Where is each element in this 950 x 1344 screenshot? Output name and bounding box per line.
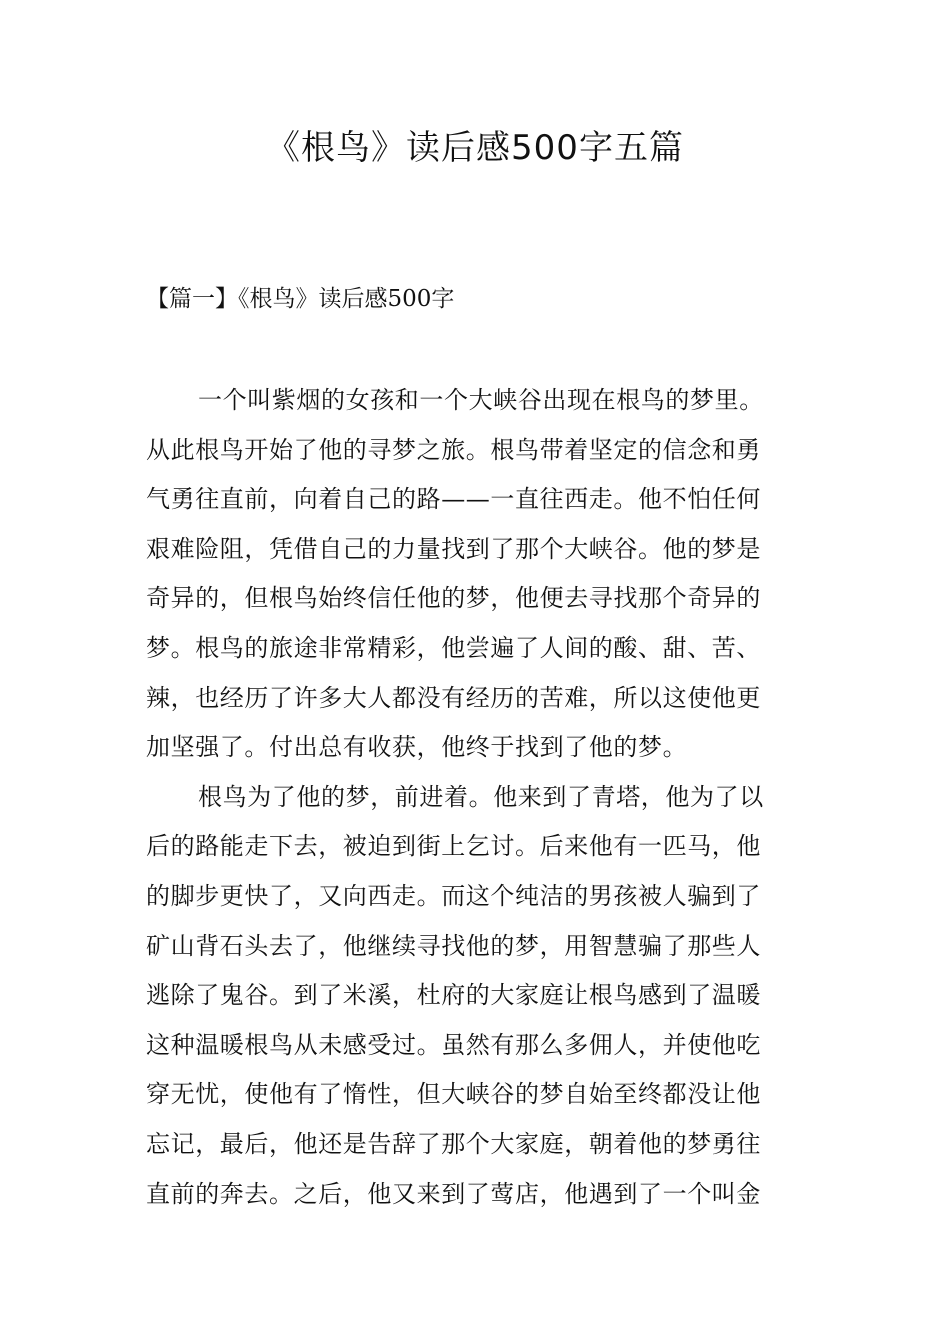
text-line: 艰难险阻，凭借自己的力量找到了那个大峡谷。他的梦是 bbox=[146, 534, 761, 563]
text-line: 穿无忧，使他有了惰性，但大峡谷的梦自始至终都没让他 bbox=[146, 1080, 761, 1109]
paragraph-1 bbox=[146, 376, 806, 773]
text-line: 忘记，最后，他还是告辞了那个大家庭，朝着他的梦勇往 bbox=[146, 1129, 761, 1158]
text-line: 辣，也经历了许多大人都没有经历的苦难，所以这使他更 bbox=[146, 683, 761, 712]
body-text bbox=[146, 376, 806, 1219]
text-line: 加坚强了。付出总有收获，他终于找到了他的梦。 bbox=[146, 733, 688, 762]
text-line: 这种温暖根鸟从未感受过。虽然有那么多佣人，并使他吃 bbox=[146, 1030, 761, 1059]
text-line: 一个叫紫烟的女孩和一个大峡谷出现在根鸟的梦里。 bbox=[198, 386, 764, 414]
text-line: 从此根鸟开始了他的寻梦之旅。根鸟带着坚定的信念和勇 bbox=[146, 435, 761, 464]
text-line: 奇异的，但根鸟始终信任他的梦，他便去寻找那个奇异的 bbox=[146, 584, 761, 613]
section-heading: 【篇一】《根鸟》读后感500字 bbox=[146, 286, 455, 312]
text-line: 后的路能走下去，被迫到街上乞讨。后来他有一匹马，他 bbox=[146, 832, 761, 861]
text-line: 梦。根鸟的旅途非常精彩，他尝遍了人间的酸、甜、苦、 bbox=[146, 633, 761, 662]
text-line: 气勇往直前，向着自己的路——一直往西走。他不怕任何 bbox=[146, 485, 761, 514]
text-line: 直前的奔去。之后，他又来到了莺店，他遇到了一个叫金 bbox=[146, 1179, 761, 1208]
text-line: 逃除了鬼谷。到了米溪，杜府的大家庭让根鸟感到了温暖 bbox=[146, 981, 761, 1010]
text-line: 的脚步更快了，又向西走。而这个纯洁的男孩被人骗到了 bbox=[146, 881, 761, 910]
document-title: 《根鸟》读后感500字五篇 bbox=[266, 128, 684, 168]
text-line: 矿山背石头去了，他继续寻找他的梦，用智慧骗了那些人 bbox=[146, 931, 761, 960]
paragraph-2 bbox=[146, 773, 806, 1219]
text-line: 根鸟为了他的梦，前进着。他来到了青塔，他为了以 bbox=[198, 782, 764, 811]
